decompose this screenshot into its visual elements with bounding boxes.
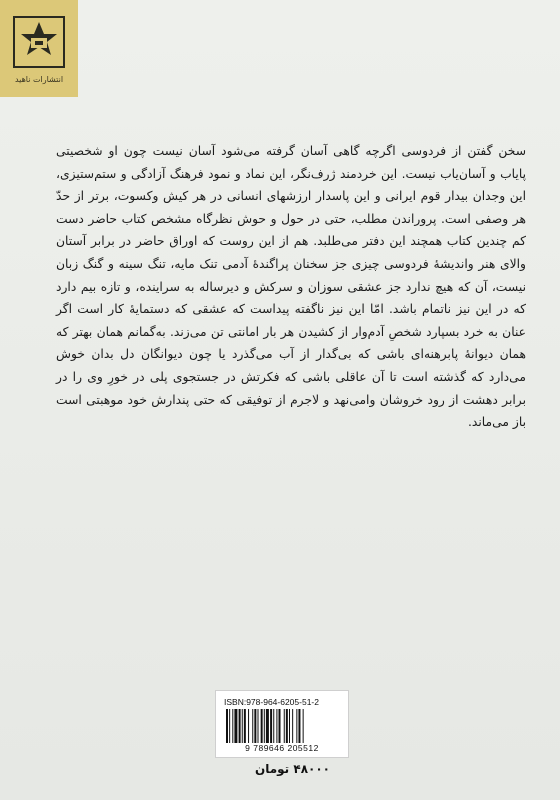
publisher-logo-box [0, 0, 78, 97]
barcode-icon [226, 709, 338, 743]
blurb-paragraph: سخن گفتن از فردوسی اگرچه گاهی آسان گرفته می‌شود آسان نیست چون او شخصیتی پایاب و آسان‌یاب نیست. این خردمند ژرف‌نگر، این نماد و نمود فرهنگ آزادگی و ستم‌ستیزی، این وجدان بیدار قوم ایرانی و این پاسدار ارزشهای انسانی در هر کیش وکسوت، برتر از حدّ هر وصفی است. پروراندن مطلب، حتی در حول و حوش نظرگاه مشخص کتاب حاضر دست کم چندین کتاب همچند این دفتر می‌طلبد. هم از این روست که اوراق حاضر در برابر آستان والای هنر واندیشهٔ فردوسی چیزی جز سخنان پراگندهٔ آدمی تنک مایه، تنگ سینه و گنگ زبان نیست، آن که هیچ ندارد جز عشقی سوزان و سرکش و دیرساله به سراینده، و تازه بیم دارد که در این نیز ناتمام باشد. امّا این نیز ناگفته پیداست که عشقی که دستمایهٔ کار است اگر عنان به خرد بسپارد شخصِ آدم‌وار از کشیدن هر بار امانتی تن می‌زند. به‌گمانم همان بهتر که همان دیوانهٔ پابرهنه‌ای باشی که بی‌گدار از آب می‌گذرد یا چون دیوانگان دل بدان خوش می‌دارد که گذشته است تا آن عاقلی باشی که فکرتش در جستجوی پلی در خورِ وی را در برابر دهشت از رود خروشان وامی‌نهد و لاجرم از توفیقی که حتی پندارش خود موهبتی است باز می‌ماند. [56, 144, 526, 430]
isbn-text: ISBN:978-964-6205-51-2 [224, 697, 319, 707]
barcode-digits: 9 789646 205512 [245, 743, 319, 753]
price-label: ۴۸۰۰۰ تومان [254, 762, 330, 776]
back-cover-blurb [56, 140, 526, 450]
publisher-name: انتشارات ناهید [14, 75, 64, 84]
barcode-label [215, 690, 349, 758]
publisher-star-icon [11, 14, 67, 70]
